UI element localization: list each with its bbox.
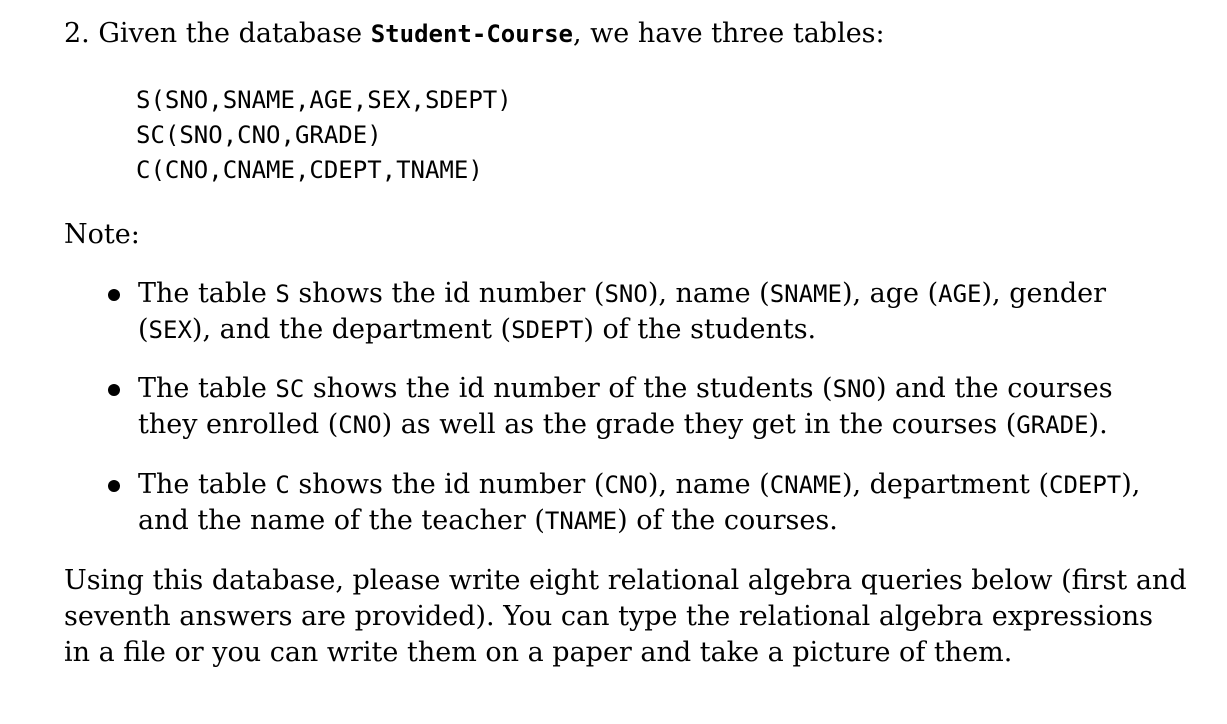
code-run: SNO (832, 375, 876, 403)
text-run: ), age ( (841, 278, 939, 309)
code-run: SNAME (769, 280, 842, 308)
closing-paragraph (64, 563, 1187, 671)
text-run: ), and the department ( (191, 314, 512, 345)
bullet-text (138, 276, 1106, 348)
text-run: ) as well as the grade they get in the courses ( (381, 409, 1017, 440)
code-run: SDEPT (511, 316, 584, 344)
closing-line: seventh answers are provided). You can type the relational algebra expressions (64, 601, 1153, 632)
code-run: CNO (338, 411, 382, 439)
text-run: they enrolled ( (138, 409, 339, 440)
bullet-dot-icon (108, 384, 120, 396)
text-run: ). (1088, 409, 1108, 440)
code-run: CNAME (769, 471, 842, 499)
text-run: ) and the courses (875, 373, 1113, 404)
text-run: The table (138, 373, 276, 404)
table-schemas (136, 83, 512, 188)
bullet-line (138, 276, 1106, 312)
closing-line: Using this database, please write eight relational algebra queries below (first and (64, 565, 1187, 596)
problem-intro (64, 14, 1164, 54)
problem-statement (64, 14, 1164, 54)
schema-s: S(SNO,SNAME,AGE,SEX,SDEPT) (136, 86, 512, 114)
text-run: ), name ( (647, 469, 770, 500)
closing-line: in a file or you can write them on a paper and take a picture of them. (64, 637, 1013, 668)
code-run: SNO (604, 280, 648, 308)
text-run: ) of the students. (583, 314, 817, 345)
bullet-line (138, 312, 1106, 348)
code-run: CDEPT (1049, 471, 1122, 499)
database-name: Student-Course (370, 20, 574, 48)
code-run: S (275, 280, 290, 308)
schema-sc: SC(SNO,CNO,GRADE) (136, 121, 382, 149)
code-run: C (275, 471, 290, 499)
code-run: TNAME (544, 507, 618, 535)
schema-c: C(CNO,CNAME,CDEPT,TNAME) (136, 156, 483, 184)
text-run: and the name of the teacher ( (138, 505, 545, 536)
bullet-dot-icon (108, 289, 120, 301)
text-run: shows the id number ( (289, 278, 605, 309)
code-run: AGE (938, 280, 982, 308)
bullet-text (138, 371, 1113, 443)
problem-number: 2. (64, 18, 90, 49)
intro-text-end: , we have three tables: (573, 18, 885, 49)
code-run: GRADE (1016, 411, 1089, 439)
bullet-text (138, 467, 1140, 539)
bullet-line (138, 467, 1140, 503)
bullet-line (138, 503, 1140, 539)
text-run: shows the id number of the students ( (304, 373, 833, 404)
code-run: SEX (148, 316, 192, 344)
text-run: ) of the courses. (617, 505, 838, 536)
text-run: ), name ( (647, 278, 770, 309)
text-run: ), (1121, 469, 1141, 500)
text-run: ( (138, 314, 149, 345)
intro-text: Given the database (98, 18, 363, 49)
bullet-dot-icon (108, 480, 120, 492)
text-run: The table (138, 469, 276, 500)
text-run: ), gender (981, 278, 1107, 309)
note-label: Note: (64, 219, 140, 250)
bullet-line (138, 371, 1113, 407)
code-run: SC (275, 375, 305, 403)
text-run: shows the id number ( (289, 469, 605, 500)
code-run: CNO (604, 471, 648, 499)
text-run: ), department ( (841, 469, 1049, 500)
text-run: The table (138, 278, 276, 309)
bullet-line (138, 407, 1113, 443)
